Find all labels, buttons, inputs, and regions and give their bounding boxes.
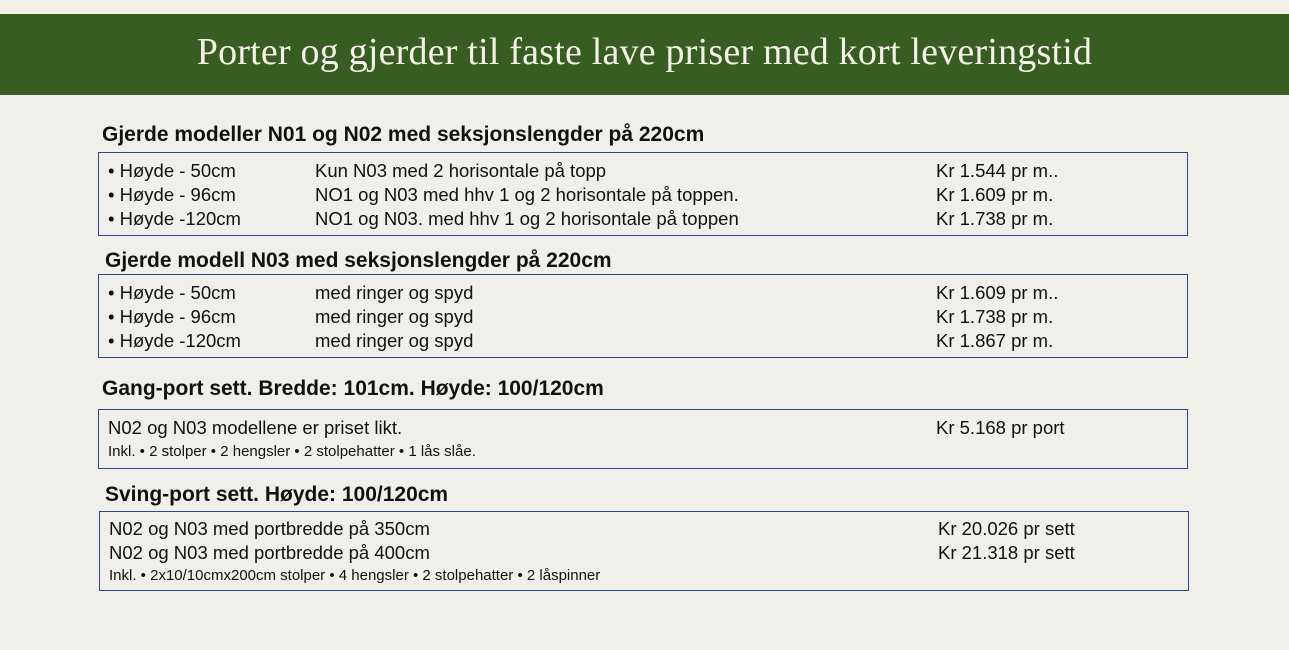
section-heading-walk-gate: Gang-port sett. Bredde: 101cm. Høyde: 100/120cm (102, 377, 604, 400)
price-row (99, 330, 1187, 354)
height-label: • Høyde - 96cm (108, 184, 236, 205)
description: med ringer og spyd (315, 330, 474, 351)
section-heading-fence-n03: Gjerde modell N03 med seksjonslengder på 220cm (105, 249, 612, 272)
price-row (99, 184, 1187, 208)
height-label: • Høyde - 50cm (108, 282, 236, 303)
description: N02 og N03 modellene er priset likt. (108, 417, 403, 438)
description: N02 og N03 med portbredde på 400cm (109, 542, 430, 563)
included-items: Inkl. • 2 stolper • 2 hengsler • 2 stolpehatter • 1 lås slåe. (108, 443, 476, 460)
height-label: • Høyde - 96cm (108, 306, 236, 327)
description: med ringer og spyd (315, 282, 474, 303)
description: Kun N03 med 2 horisontale på topp (315, 160, 607, 181)
price: Kr 1.738 pr m. (936, 306, 1054, 327)
section-heading-fence-n01-n02: Gjerde modeller N01 og N02 med seksjonslengder på 220cm (102, 123, 705, 146)
price-box-fence-n03 (98, 274, 1188, 358)
price: Kr 1.609 pr m.. (936, 282, 1059, 303)
page-title: Porter og gjerder til faste lave priser med kort leveringstid (196, 30, 1093, 73)
description: NO1 og N03. med hhv 1 og 2 horisontale på toppen (315, 208, 739, 229)
price-row (100, 518, 1188, 542)
height-label: • Høyde - 50cm (108, 160, 236, 181)
price-row (99, 208, 1187, 232)
description: N02 og N03 med portbredde på 350cm (109, 518, 430, 539)
price: Kr 21.318 pr sett (938, 542, 1075, 563)
price-row (99, 282, 1187, 306)
price-box-walk-gate (98, 409, 1188, 469)
price: Kr 1.738 pr m. (936, 208, 1054, 229)
header-banner (0, 14, 1289, 95)
description: med ringer og spyd (315, 306, 474, 327)
price-box-swing-gate (99, 511, 1189, 591)
price-row (99, 417, 1187, 441)
description: NO1 og N03 med hhv 1 og 2 horisontale på toppen. (315, 184, 739, 205)
price: Kr 20.026 pr sett (938, 518, 1075, 539)
height-label: • Høyde -120cm (108, 330, 241, 351)
price: Kr 5.168 pr port (936, 417, 1065, 438)
price-row (99, 160, 1187, 184)
price: Kr 1.867 pr m. (936, 330, 1054, 351)
price-box-fence-n01-n02 (98, 152, 1188, 236)
included-items: Inkl. • 2x10/10cmx200cm stolper • 4 hengsler • 2 stolpehatter • 2 låspinner (109, 567, 601, 584)
height-label: • Høyde -120cm (108, 208, 241, 229)
price: Kr 1.609 pr m. (936, 184, 1054, 205)
price-row (100, 542, 1188, 566)
section-heading-swing-gate: Sving-port sett. Høyde: 100/120cm (105, 483, 449, 506)
price: Kr 1.544 pr m.. (936, 160, 1059, 181)
price-row (99, 306, 1187, 330)
